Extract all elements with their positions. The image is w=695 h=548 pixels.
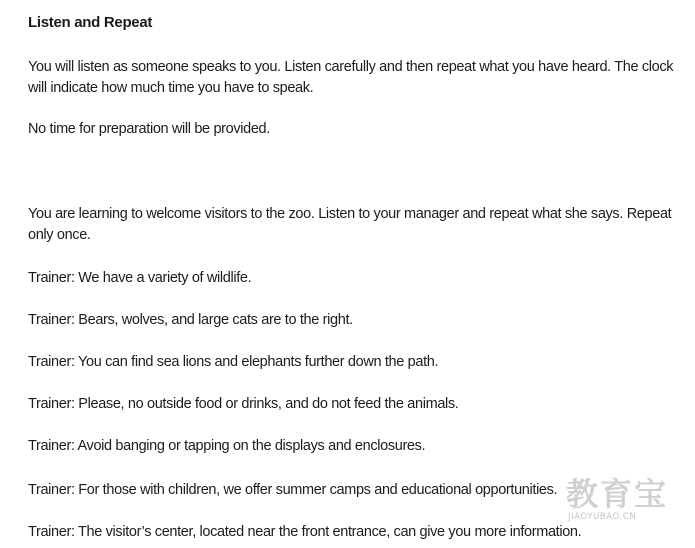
preparation-note: No time for preparation will be provided. — [28, 121, 270, 137]
trainer-line: Trainer: Please, no outside food or drinks, and do not feed the animals. — [28, 396, 459, 412]
trainer-line: Trainer: Avoid banging or tapping on the displays and enclosures. — [28, 438, 426, 454]
trainer-line: Trainer: Bears, wolves, and large cats are to the right. — [28, 312, 353, 328]
trainer-line: Trainer: We have a variety of wildlife. — [28, 270, 252, 286]
scenario-paragraph: You are learning to welcome visitors to the zoo. Listen to your manager and repeat what she says. Repeat only once. — [28, 206, 672, 243]
trainer-line: Trainer: For those with children, we offer summer camps and educational opportunities. — [28, 482, 558, 498]
trainer-line: Trainer: You can find sea lions and elephants further down the path. — [28, 354, 439, 370]
trainer-line: Trainer: The visitor’s center, located near the front entrance, can give you more information. — [28, 524, 582, 540]
content-area — [28, 0, 688, 548]
watermark-url: JIAOYUBAO.CN — [568, 512, 637, 522]
watermark-glyphs: 教育宝 — [566, 475, 669, 513]
watermark-logo — [566, 476, 678, 526]
instructions-paragraph: You will listen as someone speaks to you. Listen carefully and then repeat what you have heard. The clock will indicate how much time you have to speak. — [28, 59, 674, 96]
page-title: Listen and Repeat — [28, 14, 153, 31]
